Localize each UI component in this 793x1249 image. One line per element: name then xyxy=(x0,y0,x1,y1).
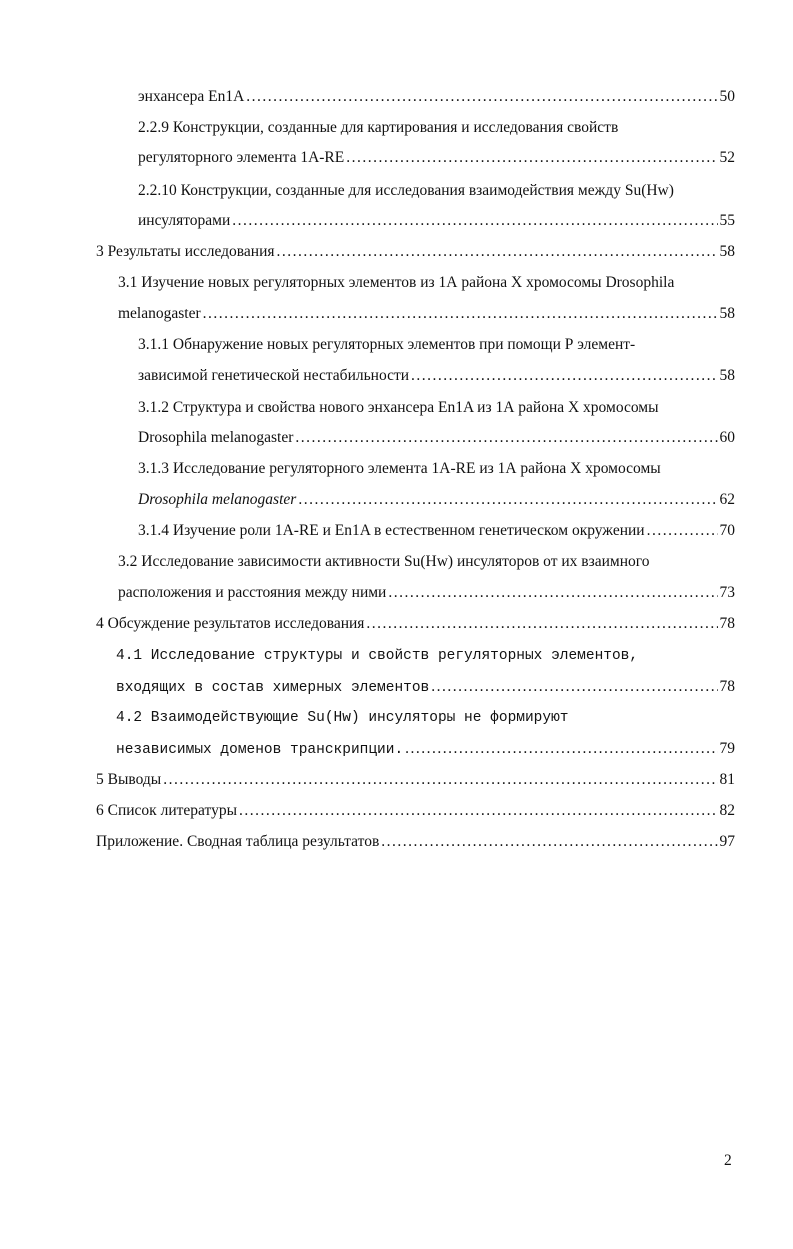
toc-entry-text: melanogaster xyxy=(118,305,201,322)
toc-entry-3-2-line1: 3.2 Исследование зависимости активности Su(Hw) инсуляторов от их взаимного xyxy=(118,553,650,570)
toc-entry-2-2-9-line1: 2.2.9 Конструкции, созданные для картирования и исследования свойств xyxy=(138,119,619,136)
toc-leader-dots xyxy=(295,428,717,448)
toc-entry-6 xyxy=(96,801,735,821)
toc-entry-text: Drosophila melanogaster xyxy=(138,429,294,446)
toc-page-number: 78 xyxy=(719,615,735,632)
toc-entry-3-1-1 xyxy=(138,366,735,386)
toc-entry-3-1-line1: 3.1 Изучение новых регуляторных элементов из 1А района X хромосомы Drosophila xyxy=(118,274,675,291)
toc-entry-3-1-2 xyxy=(138,428,735,448)
toc-entry-3 xyxy=(96,242,735,262)
toc-leader-dots xyxy=(388,583,717,603)
toc-leader-dots xyxy=(411,366,717,386)
toc-entry-3-1-3 xyxy=(138,490,735,510)
toc-leader-dots xyxy=(366,614,717,634)
toc-entry-text: расположения и расстояния между ними xyxy=(118,584,387,601)
toc-entry-3-1 xyxy=(118,304,735,324)
toc-leader-dots xyxy=(239,801,718,821)
toc-entry-3-1-1-line1: 3.1.1 Обнаружение новых регуляторных элементов при помощи Р элемент- xyxy=(138,336,636,353)
toc-leader-dots xyxy=(232,211,717,231)
toc-page-number: 55 xyxy=(719,212,735,229)
toc-page-number: 52 xyxy=(719,149,735,166)
toc-entry-text: зависимой генетической нестабильности xyxy=(138,367,410,384)
toc-leader-dots xyxy=(346,148,717,168)
toc-entry-text: 3 Результаты исследования xyxy=(96,243,275,260)
toc-page-number: 79 xyxy=(719,740,735,757)
toc-entry-text: Drosophila melanogaster xyxy=(138,491,297,508)
toc-entry-3-1-3-line1: 3.1.3 Исследование регуляторного элемента 1А-RE из 1А района X хромосомы xyxy=(138,460,661,477)
toc-entry-2-2-10-line1: 2.2.10 Конструкции, созданные для исследования взаимодействия между Su(Hw) xyxy=(138,182,674,199)
toc-page-number: 58 xyxy=(719,367,735,384)
toc-entry-5 xyxy=(96,770,735,790)
toc-entry-text: инсуляторами xyxy=(138,212,231,229)
toc-entry-text: входящих в состав химерных элементов xyxy=(116,680,430,696)
toc-entry-4-1-line1: 4.1 Исследование структуры и свойств регуляторных элементов, xyxy=(116,648,639,664)
toc-entry-4-2 xyxy=(116,739,735,759)
toc-entry-text: 4 Обсуждение результатов исследования xyxy=(96,615,365,632)
toc-page-number: 78 xyxy=(719,678,735,695)
toc-leader-dots xyxy=(647,521,718,541)
toc-page-number: 97 xyxy=(719,833,735,850)
page-number: 2 xyxy=(724,1152,732,1169)
toc-leader-dots xyxy=(381,832,717,852)
toc-leader-dots xyxy=(405,739,717,759)
toc-entry-text: 5 Выводы xyxy=(96,771,162,788)
toc-leader-dots xyxy=(163,770,717,790)
toc-entry-3-1-2-line1: 3.1.2 Структура и свойства нового энхансера En1A из 1А района X хромосомы xyxy=(138,399,659,416)
toc-entry-text: энхансера En1A xyxy=(138,88,245,105)
toc-entry-2-2-8-cont xyxy=(138,87,735,107)
toc-entry-4 xyxy=(96,614,735,634)
toc-leader-dots xyxy=(246,87,717,107)
toc-page-number: 60 xyxy=(719,429,735,446)
toc-page-number: 62 xyxy=(719,491,735,508)
toc-page-number: 73 xyxy=(719,584,735,601)
toc-page-number: 50 xyxy=(719,88,735,105)
toc-entry-4-1 xyxy=(116,677,735,697)
toc-entry-2-2-10 xyxy=(138,211,735,231)
toc-page-number: 70 xyxy=(719,522,735,539)
toc-entry-text: 3.1.4 Изучение роли 1А-RE и En1A в естественном генетическом окружении xyxy=(138,522,645,539)
toc-page-number: 58 xyxy=(719,243,735,260)
toc-page-number: 82 xyxy=(719,802,735,819)
toc-leader-dots xyxy=(277,242,718,262)
toc-entry-appendix xyxy=(96,832,735,852)
toc-entry-text: Приложение. Сводная таблица результатов xyxy=(96,833,380,850)
toc-entry-4-2-line1: 4.2 Взаимодействующие Su(Hw) инсуляторы не формируют xyxy=(116,710,569,726)
toc-entry-text: независимых доменов транскрипции. xyxy=(116,742,404,758)
toc-entry-3-2 xyxy=(118,583,735,603)
toc-entry-3-1-4 xyxy=(138,521,735,541)
toc-entry-2-2-9 xyxy=(138,148,735,168)
toc-leader-dots xyxy=(298,490,717,510)
toc-leader-dots xyxy=(431,677,717,697)
toc-page-number: 81 xyxy=(719,771,735,788)
toc-page-number: 58 xyxy=(719,305,735,322)
toc-entry-text: регуляторного элемента 1А-RE xyxy=(138,149,345,166)
toc-leader-dots xyxy=(203,304,718,324)
toc-entry-text: 6 Список литературы xyxy=(96,802,237,819)
